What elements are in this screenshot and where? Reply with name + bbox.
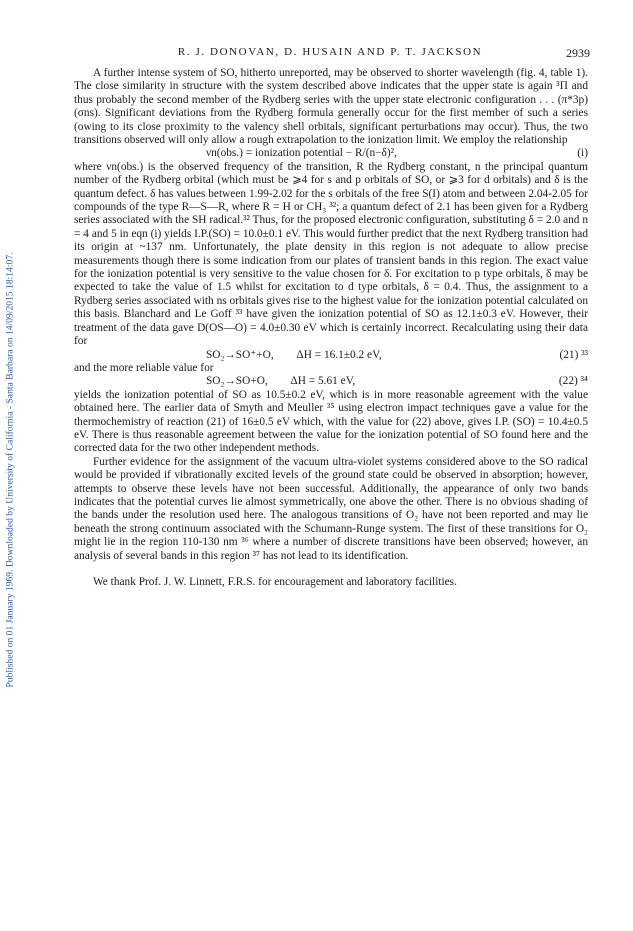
equation-21: [74, 349, 588, 362]
equation-22: [74, 375, 588, 388]
paragraph-2: where νn(obs.) is the observed frequency of the transition, R the Rydberg constant, n the principal quantum number of the Rydberg orbital (which must be ⩾4 for s and p orbitals of SO, or ⩾3 for d orbitals) and δ is the quantum defect. δ has values between 1.99-2.02 for the s orbitals of the free S(I) atom and between 2.04-2.05 for compounds of the type R—S—R, where R = H or CH₃ ³²; a quantum defect of 2.1 has been given for a Rydberg series associated with the SH radical.³² Thus, for the proposed electronic configuration, substituting δ = 2.0 and n = 4 and 5 in eqn (i) yields I.P.(SO) = 10.0±0.1 eV. This would further predict that the next Rydberg transition had its origin at ~137 nm. Unfortunately, the plate density in this region is not adequate to allow precise measurements though there is some indication from our plates of transient bands in this region. The exact value for the ionization potential is very sensitive to the value chosen for δ. For excitation to p type orbitals, δ may be expected to take the value of 1.5 whilst for excitation to d type orbitals, δ = 0.4. Thus, the assignment to a Rydberg series associated with ns orbitals gives rise to the highest value for the ionization potential calculated on this basis. Blanchard and Le Goff ³³ have given the ionization potential of SO as 12.1±0.3 eV. However, their treatment of the data gave D(OS—O) = 4.0±0.30 eV which is certainly incorrect. Recalculating using their data for: [74, 160, 588, 348]
equation-i-expression: νn(obs.) = ionization potential − R/(n−δ)²,: [206, 147, 397, 160]
acknowledgement: We thank Prof. J. W. Linnett, F.R.S. for encouragement and laboratory facilities.: [93, 575, 457, 588]
paragraph-5: Further evidence for the assignment of the vacuum ultra-violet systems considered above to the SO radical would be provided if vibrationally excited levels of the ground state could be observed in absorption; however, attempts to observe these levels have not been successful. Additionally, the appearance of only two bands indicates that the potential curves lie almost symmetrically, one above the other. There is no obvious shading of the bands under the resolution used here. The analogous transitions of O₂ have not been reported and may lie beneath the strong continuum associated with the Schumann-Runge system. The first of these transitions for O₂ might lie in the region 110-130 nm ³⁶ where a number of discrete transitions have been observed; however, an analysis of several bands in this region ³⁷ has not lead to its identification.: [74, 455, 588, 562]
equation-22-expression: SO₂→SO+O, ΔH = 5.61 eV,: [206, 375, 356, 388]
running-header: [70, 46, 590, 62]
article-body: [74, 67, 588, 589]
page-number: 2939: [566, 46, 590, 60]
paragraph-1: A further intense system of SO, hitherto unreported, may be observed to shorter wavelength (fig. 4, table 1). The close similarity in structure with the system described above indicates that the upper state is again ³Π and thus probably the second member of the Rydberg series with the upper state electronic configuration . . . (π*3p) (σns). Significant deviations from the Rydberg formula generally occur for the first member of such a series (owing to its close proximity to the valency shell orbitals, significant perturbations may occur). Thus, the two transitions observed will only allow a rough extrapolation to the ionization limit. We employ the relationship: [74, 67, 588, 147]
download-watermark-text: Published on 01 January 1969. Downloaded by University of California - Santa Barbara on 14/09/2015 18:14:07.: [4, 252, 16, 688]
paragraph-3: and the more reliable value for: [74, 361, 214, 374]
header-authors: R. J. DONOVAN, D. HUSAIN AND P. T. JACKSON: [177, 46, 483, 58]
equation-21-number: (21) ³³: [559, 348, 588, 361]
equation-i-number: (i): [577, 147, 588, 160]
paragraph-4: yields the ionization potential of SO as 10.5±0.2 eV, which is in more reasonable agreement with the value obtained here. The earlier data of Smyth and Meuller ³⁵ using electron impact techniques gave a value for the thermochemistry of reaction (21) of 16±0.5 eV which, with the value for (22) above, gives I.P. (SO) = 10.4±0.5 eV. There is thus reasonable agreement between the value for the ionization potential of SO found here and the corrected data for the two other independent methods.: [74, 388, 588, 455]
equation-21-expression: SO₂→SO⁺+O, ΔH = 16.1±0.2 eV,: [206, 348, 382, 361]
equation-22-number: (22) ³⁴: [558, 375, 588, 388]
equation-i: [74, 147, 588, 160]
download-watermark: [0, 0, 20, 931]
